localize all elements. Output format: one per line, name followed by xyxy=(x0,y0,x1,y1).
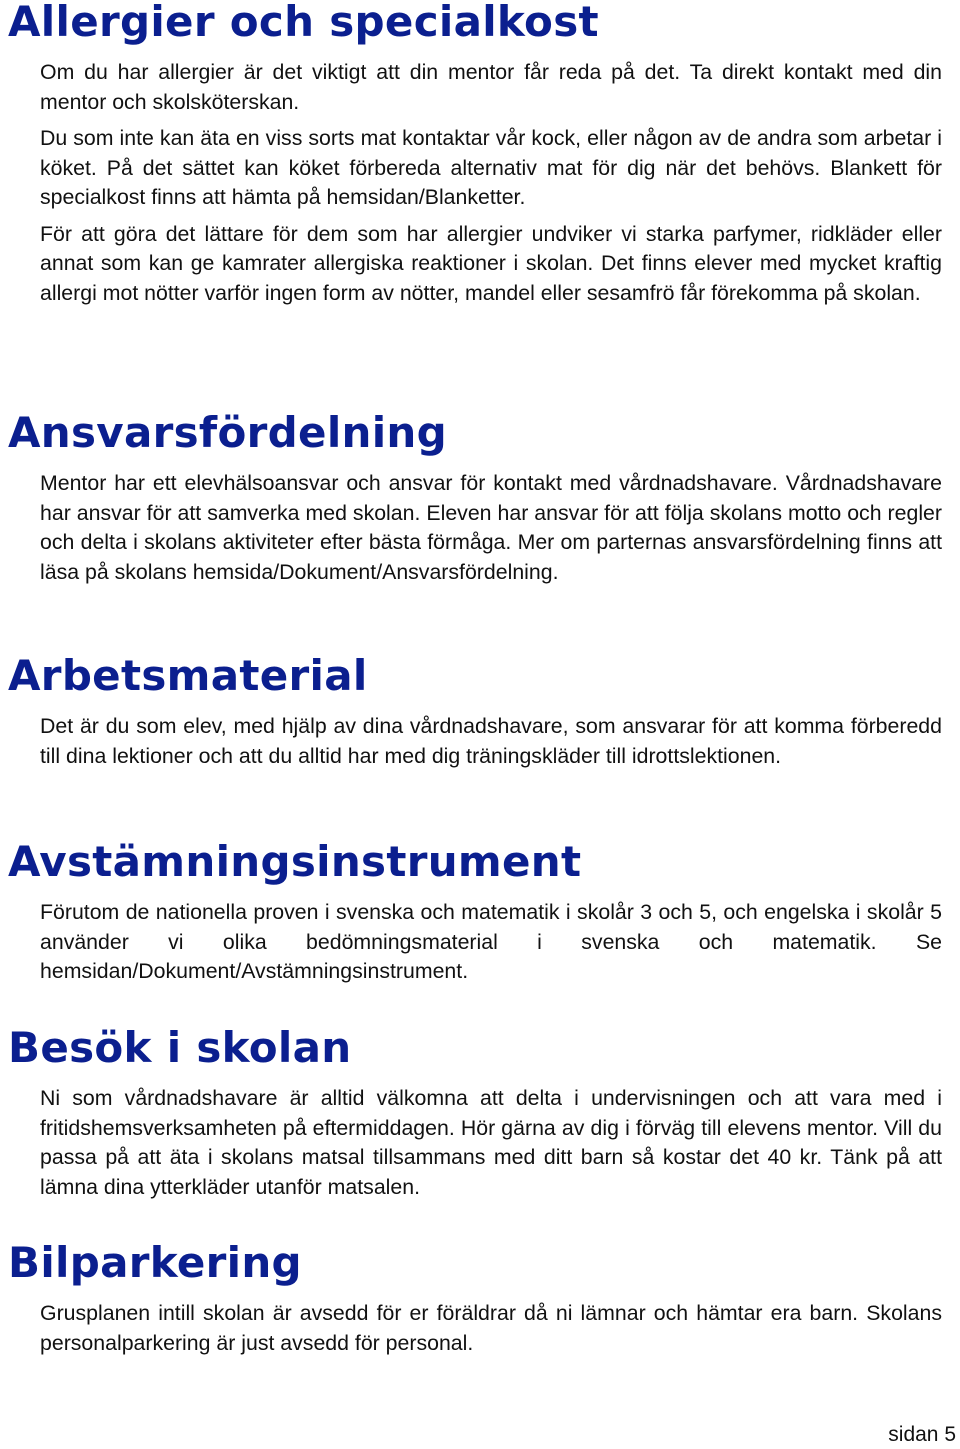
section-bilparkering xyxy=(0,1238,960,1358)
section-besok-i-skolan xyxy=(0,1023,960,1202)
section-ansvarsfordelning xyxy=(0,408,960,587)
page-number: sidan 5 xyxy=(888,1423,956,1446)
section-heading: Arbetsmaterial xyxy=(8,651,368,700)
section-heading: Ansvarsfördelning xyxy=(8,408,447,457)
section-paragraph: Det är du som elev, med hjälp av dina vårdnadshavare, som ansvarar för att komma förberedd till dina lektioner och att du alltid har med dig träningskläder till idrottslektionen. xyxy=(40,714,942,768)
section-paragraph: Om du har allergier är det viktigt att din mentor får reda på det. Ta direkt kontakt med din mentor och skolsköterskan. xyxy=(40,60,942,114)
section-paragraph: Mentor har ett elevhälsoansvar och ansvar för kontakt med vårdnadshavare. Vårdnadshavare har ansvar för att samverka med skolan. Eleven har ansvar för att följa skolans motto och regler och delta i skolans aktiviteter efter bästa förmåga. Mer om parternas ansvarsfördelning finns att läsa på skolans hemsida/Dokument/Ansvarsfördelning. xyxy=(40,471,942,584)
section-paragraph: Förutom de nationella proven i svenska och matematik i skolår 3 och 5, och engelska i skolår 5 använder vi olika bedömningsmaterial i svenska och matematik. Se hemsidan/Dokument/Avstämningsinstrument. xyxy=(40,900,942,983)
section-paragraph: Du som inte kan äta en viss sorts mat kontaktar vår kock, eller någon av de andra som arbetar i köket. På det sättet kan köket förbereda alternativ mat för dig när det behövs. Blankett för specialkost finns att hämta på hemsidan/Blanketter. xyxy=(40,126,942,209)
section-heading: Bilparkering xyxy=(8,1238,302,1287)
section-avstamningsinstrument xyxy=(0,837,960,987)
section-heading: Besök i skolan xyxy=(8,1023,352,1072)
section-paragraph: Ni som vårdnadshavare är alltid välkomna att delta i undervisningen och att vara med i fritidshemsverksamheten på eftermiddagen. Hör gärna av dig i förväg till elevens mentor. Vill du passa på att äta i skolans matsal tillsammans med ditt barn så kostar det 40 kr. Tänk på att lämna dina ytterkläder utanför matsalen. xyxy=(40,1086,942,1199)
section-arbetsmaterial xyxy=(0,651,960,771)
section-paragraph: För att göra det lättare för dem som har allergier undviker vi starka parfymer, ridkläder eller annat som kan ge kamrater allergiska reaktioner i skolan. Det finns elever med mycket kraftig allergi mot nötter varför ingen form av nötter, mandel eller sesamfrö får förekomma på skolan. xyxy=(40,221,942,305)
section-heading: Allergier och specialkost xyxy=(8,0,599,46)
section-heading: Avstämningsinstrument xyxy=(8,837,582,886)
section-allergier xyxy=(0,0,960,308)
section-paragraph: Grusplanen intill skolan är avsedd för er föräldrar då ni lämnar och hämtar era barn. Skolans personalparkering är just avsedd för personal. xyxy=(40,1301,942,1355)
